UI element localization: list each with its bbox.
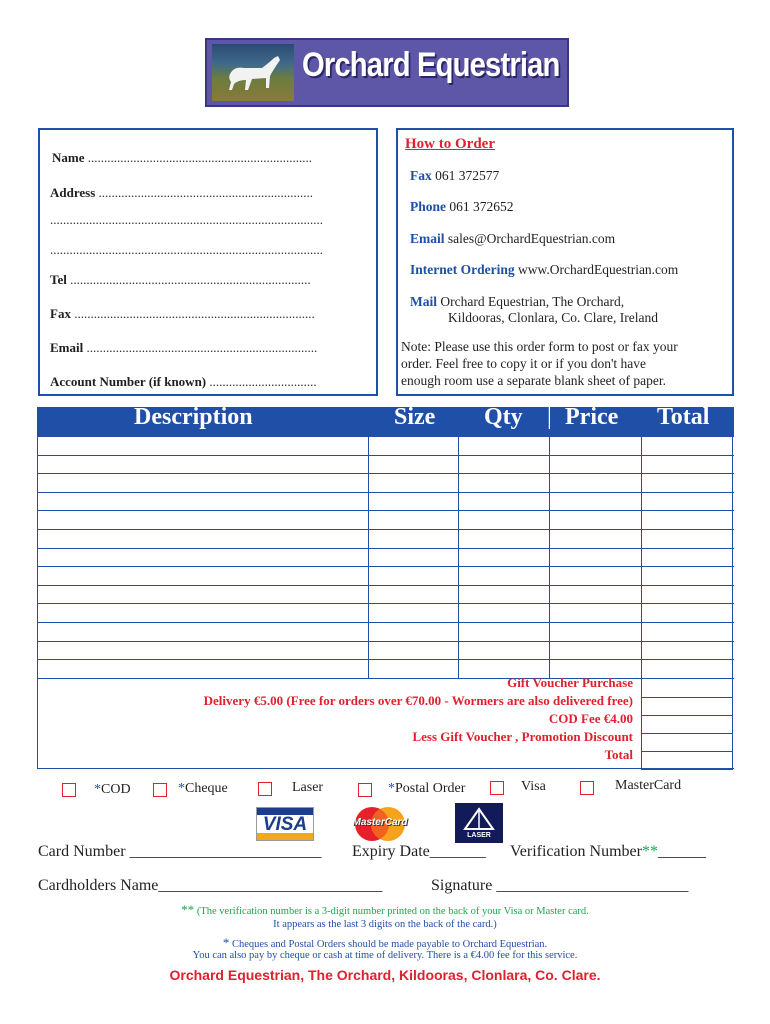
fax-label: Fax: [50, 306, 71, 321]
table-column-line: [37, 437, 38, 679]
mastercard-logo-text: MasterCard: [352, 817, 408, 828]
order-internet[interactable]: Internet Ordering www.OrchardEquestrian.com: [410, 262, 679, 277]
order-table: [37, 404, 734, 769]
visa-checkbox[interactable]: [490, 781, 504, 795]
order-fax: Fax 061 372577: [410, 168, 500, 183]
email-label: Email: [50, 340, 84, 355]
address-dots: ..................................................................: [98, 185, 314, 200]
header-size: Size: [394, 404, 436, 430]
table-row-line: [37, 641, 734, 642]
summary-column-line: [37, 679, 38, 769]
postal-order-label: *Postal Order: [388, 781, 466, 796]
horse-photo: [212, 44, 294, 101]
logo-banner: [205, 38, 569, 107]
summary-column-line: [732, 679, 733, 769]
visa-logo: VISA: [256, 807, 314, 841]
signature-field[interactable]: Signature ________________________: [431, 877, 689, 894]
expiry-date-field[interactable]: Expiry Date_______: [352, 843, 486, 860]
table-column-line: [368, 437, 369, 679]
logo-title: Orchard Equestrian: [302, 46, 560, 84]
how-to-order-title: How to Order: [405, 136, 495, 152]
order-note: Note: Please use this order form to post or fax your order. Feel free to copy it or if you don't have enough room use a separate blank sheet of paper.: [401, 339, 678, 388]
table-row-line: [37, 659, 734, 660]
footnote-verification-2: It appears as the last 3 digits on the back of the card.): [273, 919, 497, 930]
summary-column-line: [641, 679, 642, 769]
summary-row-line: [641, 715, 733, 716]
table-row-line: [37, 585, 734, 586]
table-row-line: [37, 566, 734, 567]
table-row-line: [37, 455, 734, 456]
footnote-cash: You can also pay by cheque or cash at time of delivery. There is a €4.00 fee for this service.: [192, 950, 578, 961]
laser-logo: [455, 803, 503, 843]
table-row-line: [37, 473, 734, 474]
verification-number-field[interactable]: Verification Number**______: [510, 843, 706, 860]
cod-label: *COD: [94, 782, 131, 797]
summary-gift-voucher: Gift Voucher Purchase: [507, 675, 633, 690]
customer-details-box: [38, 128, 378, 396]
address-line-2[interactable]: ....................................................................................: [50, 212, 323, 227]
table-row-line: [37, 548, 734, 549]
summary-row-line: [641, 697, 733, 698]
how-to-order-box: [396, 128, 734, 396]
card-number-field[interactable]: Card Number ________________________: [38, 843, 322, 860]
postal-order-checkbox[interactable]: [358, 783, 372, 797]
cod-checkbox[interactable]: [62, 783, 76, 797]
table-row-line: [37, 492, 734, 493]
summary-row-line: [641, 733, 733, 734]
laser-logo-text: LASER: [467, 832, 491, 839]
laser-label: Laser: [292, 780, 324, 795]
order-phone: Phone 061 372652: [410, 199, 514, 214]
summary-bottom-line: [37, 768, 734, 769]
cheque-label: *Cheque: [178, 781, 228, 796]
order-email[interactable]: Email sales@OrchardEquestrian.com: [410, 231, 616, 246]
name-dots: .....................................................................: [87, 150, 312, 165]
summary-total: Total: [604, 747, 633, 762]
tel-field[interactable]: Tel ..........................................................................: [50, 272, 311, 287]
order-mail-line2: Kildooras, Clonlara, Co. Clare, Ireland: [448, 310, 658, 325]
cardholder-name-field[interactable]: Cardholders Name____________________________: [38, 877, 383, 894]
summary-delivery: Delivery €5.00 (Free for orders over €70.00 - Wormers are also delivered free): [203, 693, 633, 708]
header-total: Total: [657, 404, 710, 430]
table-header: [37, 404, 734, 437]
header-description: Description: [134, 404, 253, 430]
mastercard-label: MasterCard: [615, 778, 682, 793]
table-column-line: [458, 437, 459, 679]
name-field[interactable]: [52, 150, 312, 166]
table-column-line: [549, 437, 550, 679]
visa-label: Visa: [521, 779, 546, 794]
table-row-line: [37, 622, 734, 623]
name-label: Name: [52, 150, 85, 165]
cheque-checkbox[interactable]: [153, 783, 167, 797]
address-field[interactable]: [50, 185, 313, 201]
mastercard-checkbox[interactable]: [580, 781, 594, 795]
tel-label: Tel: [50, 272, 67, 287]
header-qty: Qty: [484, 404, 523, 430]
address-line-3[interactable]: ....................................................................................: [50, 242, 323, 257]
table-column-line: [732, 437, 733, 679]
summary-cod-fee: COD Fee €4.00: [548, 711, 633, 726]
table-row-line: [37, 603, 734, 604]
footnote-verification: ** (The verification number is a 3-digit number printed on the back of your Visa or Master card.: [181, 902, 589, 917]
summary-row-line: [641, 751, 733, 752]
horse-icon: [212, 44, 294, 101]
account-number-field[interactable]: Account Number (if known) .................................: [50, 374, 317, 389]
header-separator: |: [547, 404, 552, 430]
footnote-cheques: * Cheques and Postal Orders should be made payable to Orchard Equestrian.: [222, 935, 548, 950]
mastercard-logo: [349, 805, 411, 843]
fax-field[interactable]: Fax ..........................................................................: [50, 306, 315, 321]
email-field[interactable]: Email .......................................................................: [50, 340, 318, 355]
account-label: Account Number (if known): [50, 374, 207, 389]
laser-checkbox[interactable]: [258, 782, 272, 796]
summary-less-voucher: Less Gift Voucher , Promotion Discount: [412, 729, 633, 744]
address-label: Address: [50, 185, 96, 200]
footer-address: Orchard Equestrian, The Orchard, Kildooras, Clonlara, Co. Clare.: [169, 967, 601, 983]
table-row-line: [37, 529, 734, 530]
header-price: Price: [565, 404, 619, 430]
order-mail: Mail Orchard Equestrian, The Orchard,: [410, 294, 625, 309]
table-row-line: [37, 510, 734, 511]
table-column-line: [641, 437, 642, 679]
